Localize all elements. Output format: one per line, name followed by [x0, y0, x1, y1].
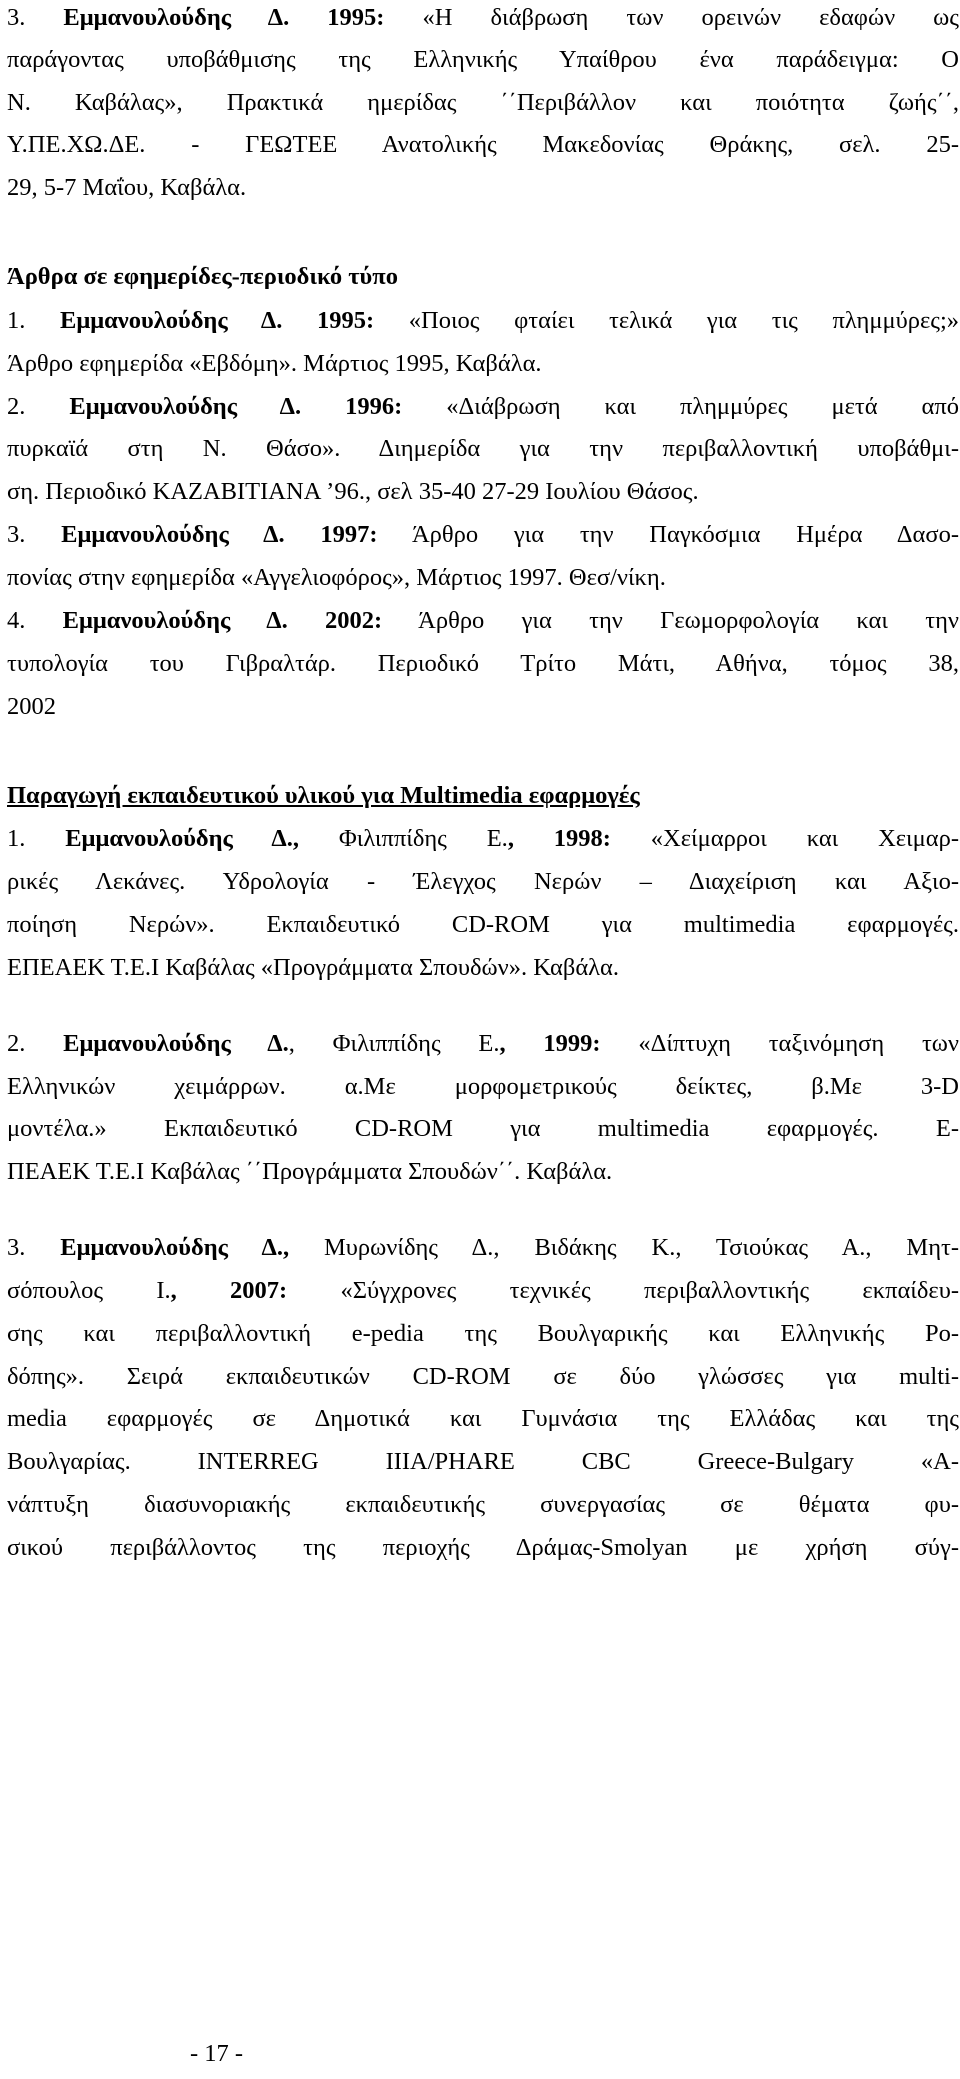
- ref-line: τυπολογία του Γιβραλτάρ. Περιοδικό Τρίτο Μάτι, Αθήνα, τόμος 38,: [7, 650, 959, 677]
- ref-line: πονίας στην εφημερίδα «Αγγελιοφόρος», Μάρτιος 1997. Θεσ/νίκη.: [7, 564, 666, 591]
- ref-line: πυρκαϊά στη Ν. Θάσο». Διημερίδα για την περιβαλλοντική υποβάθμι-: [7, 435, 959, 462]
- ref-author: Εμμανουλούδης Δ. 1995:: [63, 4, 385, 31]
- ref-line: 1. Εμμανουλούδης Δ., Φιλιππίδης Ε., 1998: «Χείμαρροι και Χειμαρ-: [7, 825, 960, 852]
- ref-line: νάπτυξη διασυνοριακής εκπαιδευτικής συνεργασίας σε θέματα φυ-: [7, 1491, 959, 1518]
- ref-line: παράγοντας υποβάθμισης της Ελληνικής Υπαίθρου ένα παράδειγμα: Ο: [7, 46, 959, 73]
- ref-author: Εμμανουλούδης Δ. 1995:: [59, 307, 375, 334]
- ref-line: Άρθρο εφημερίδα «Εβδόμη». Μάρτιος 1995, Καβάλα.: [7, 350, 542, 377]
- ref-line: 4. Εμμανουλούδης Δ. 2002: Άρθρο για την Γεωμορφολογία και την: [7, 607, 960, 634]
- ref-author: Εμμανουλούδης Δ. 2002:: [62, 607, 383, 634]
- ref-line: σικού περιβάλλοντος της περιοχής Δράμας-Smolyan με χρήση σύγ-: [7, 1534, 959, 1561]
- ref-line: media εφαρμογές σε Δημοτικά και Γυμνάσια της Ελλάδας και της: [7, 1405, 959, 1432]
- ref-line: 3. Εμμανουλούδης Δ., Μυρωνίδης Δ., Βιδάκης Κ., Τσιούκας Α., Μητ-: [7, 1234, 960, 1261]
- ref-line: σόπουλος Ι., 2007: «Σύγχρονες τεχνικές περιβαλλοντικής εκπαίδευ-: [7, 1277, 959, 1304]
- ref-author: Εμμανουλούδης Δ.,: [60, 1234, 290, 1261]
- ref-author: Εμμανουλούδης Δ.,: [65, 825, 299, 852]
- ref-line: 3. Εμμανουλούδης Δ. 1997: Άρθρο για την Παγκόσμια Ημέρα Δασο-: [7, 521, 960, 548]
- section-heading: Άρθρα σε εφημερίδες-περιοδικό τύπο: [7, 263, 398, 290]
- ref-line: 2. Εμμανουλούδης Δ., Φιλιππίδης Ε., 1999: «Δίπτυχη ταξινόμηση των: [7, 1030, 960, 1057]
- ref-line: Ν. Καβάλας», Πρακτικά ημερίδας ΄΄Περιβάλλον και ποιότητα ζωής΄΄,: [7, 89, 959, 116]
- ref-line: Βουλγαρίας. INTERREG IIIA/PHARE CBC Greece-Bulgary «Α-: [7, 1448, 959, 1475]
- ref-author: Εμμανουλούδης Δ. 1997:: [61, 521, 378, 548]
- ref-line: 1. Εμμανουλούδης Δ. 1995: «Ποιος φταίει τελικά για τις πλημμύρες;»: [7, 307, 960, 334]
- ref-line: ΕΠΕΑΕΚ Τ.Ε.Ι Καβάλας «Προγράμματα Σπουδών». Καβάλα.: [7, 954, 620, 981]
- ref-author: Εμμανουλούδης Δ. 1996:: [69, 393, 403, 420]
- ref-line: δόπης». Σειρά εκπαιδευτικών CD-ROM σε δύο γλώσσες για multi-: [7, 1363, 959, 1390]
- section-heading: Παραγωγή εκπαιδευτικού υλικού για Multimedia εφαρμογές: [7, 782, 640, 809]
- ref-line: ΠΕΑΕΚ Τ.Ε.Ι Καβάλας ΄΄Προγράμματα Σπουδών΄΄. Καβάλα.: [7, 1158, 613, 1185]
- ref-line: 2. Εμμανουλούδης Δ. 1996: «Διάβρωση και πλημμύρες μετά από: [7, 393, 960, 420]
- ref-line: Υ.ΠΕ.ΧΩ.ΔΕ. - ΓΕΩΤΕΕ Ανατολικής Μακεδονίας Θράκης, σελ. 25-: [7, 131, 959, 158]
- ref-author: Εμμανουλούδης Δ.: [63, 1030, 289, 1057]
- ref-line: Ελληνικών χειμάρρων. α.Με μορφομετρικούς δείκτες, β.Με 3-D: [7, 1073, 959, 1100]
- ref-line: ση. Περιοδικό ΚΑΖΑΒΙΤΙΑΝΑ ’96., σελ 35-40 27-29 Ιουλίου Θάσος.: [7, 478, 699, 505]
- ref-line: μοντέλα.» Εκπαιδευτικό CD-ROM για multimedia εφαρμογές. Ε-: [7, 1115, 959, 1142]
- ref-line: ποίηση Νερών». Εκπαιδευτικό CD-ROM για multimedia εφαρμογές.: [7, 911, 959, 938]
- page-number: - 17 -: [190, 2040, 244, 2067]
- ref-line: 29, 5-7 Μαΐου, Καβάλα.: [7, 174, 247, 201]
- ref-line: ρικές Λεκάνες. Υδρολογία - Έλεγχος Νερών – Διαχείριση και Αξιο-: [7, 868, 959, 895]
- ref-line: 2002: [7, 693, 56, 720]
- ref-line: σης και περιβαλλοντική e-pedia της Βουλγαρικής και Ελληνικής Ρο-: [7, 1320, 959, 1347]
- ref-line: 3. Εμμανουλούδης Δ. 1995: «Η διάβρωση των ορεινών εδαφών ως: [7, 4, 960, 31]
